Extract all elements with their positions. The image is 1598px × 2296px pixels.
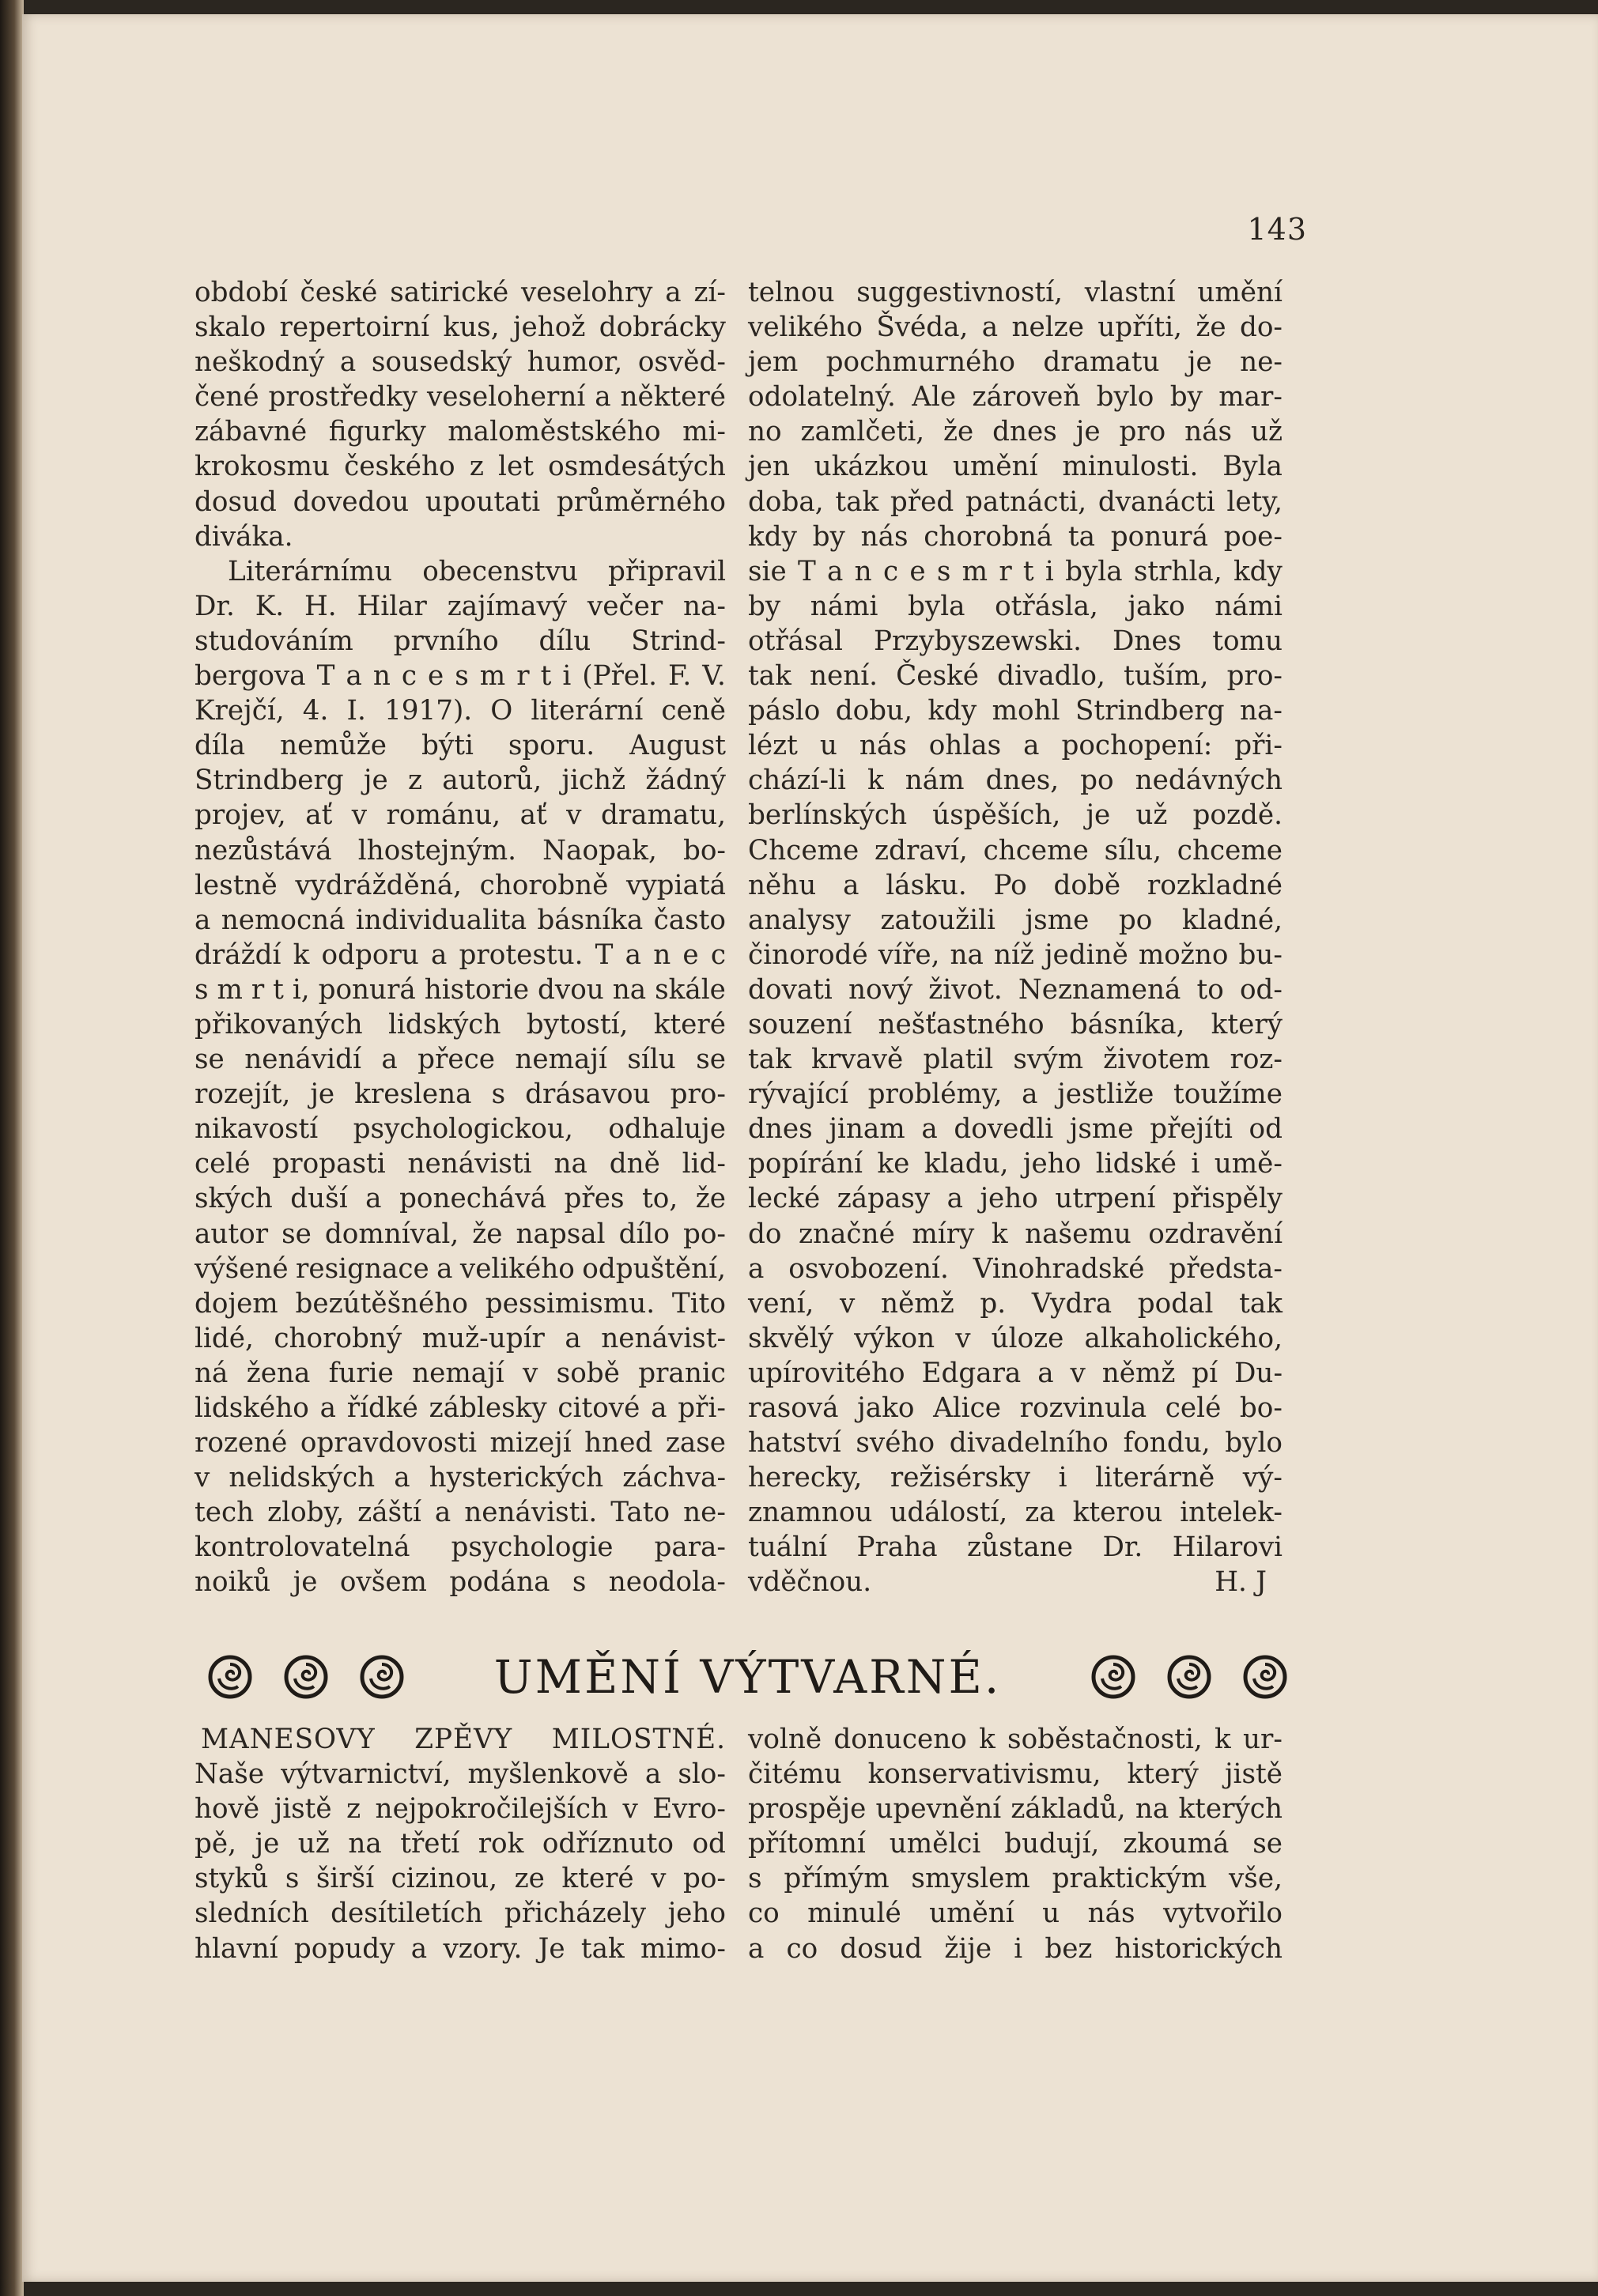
- text-line: vděčnou. H. J: [748, 1565, 1283, 1599]
- book-page: [22, 14, 1598, 2282]
- column-left-top: [195, 275, 726, 1600]
- text-line: berlínských úspěších, je už pozdě.: [748, 799, 1283, 832]
- text-line: Strindberg je z autorů, jichž žádný: [195, 765, 726, 797]
- text-line: výšené resignace a velikého odpuštění,: [195, 1252, 726, 1285]
- text-line: rozené opravdovosti mizejí hned zase: [195, 1427, 726, 1460]
- text-line: no zamlčeti, že dnes je pro nás už: [748, 416, 1283, 448]
- rose-ornament-icon: [1243, 1655, 1287, 1699]
- text-line: analysy zatoužili jsme po kladné,: [748, 904, 1283, 936]
- text-line: a co dosud žije i bez historických: [748, 1932, 1283, 1965]
- text-line: herecky, režisérsky i literárně vý-: [748, 1462, 1283, 1494]
- text-line: skvělý výkon v úloze alkaholického,: [748, 1322, 1283, 1354]
- text-line: popírání ke kladu, jeho lidské i umě-: [748, 1148, 1283, 1180]
- text-line: dovati nový život. Neznamená to od-: [748, 973, 1283, 1006]
- text-line: přítomní umělci budují, zkoumá se: [748, 1828, 1283, 1860]
- text-line: noiků je ovšem podána s neodola-: [195, 1566, 726, 1599]
- text-line: neškodný a sousedský humor, osvěd-: [195, 346, 726, 379]
- text-line: Chceme zdraví, chceme sílu, chceme: [748, 834, 1283, 867]
- text-line: sie T a n c e s m r t i byla strhla, kdy: [748, 555, 1283, 587]
- section-title: UMĚNÍ VÝTVARNÉ.: [493, 1650, 1002, 1704]
- text-line: prospěje upevnění základů, na kterých: [748, 1793, 1283, 1826]
- text-line: Literárnímu obecenstvu připravil: [228, 555, 726, 587]
- text-line: bergova T a n c e s m r t i (Přel. F. V.: [195, 660, 726, 693]
- text-line: jen ukázkou umění minulosti. Byla: [748, 451, 1283, 483]
- text-line: v nelidských a hysterických záchva-: [195, 1462, 726, 1494]
- text-line: tak není. České divadlo, tuším, pro-: [748, 660, 1283, 693]
- text-line: nezůstává lhostejným. Naopak, bo-: [195, 834, 726, 867]
- text-line: nikavostí psychologickou, odhaluje: [195, 1113, 726, 1146]
- text-line: dnes jinam a dovedli jsme přejíti od: [748, 1113, 1283, 1146]
- page-number: 143: [1247, 212, 1307, 247]
- text-line: hově jistě z nejpokročilejších v Evro-: [195, 1793, 726, 1826]
- text-line: jem pochmurného dramatu je ne-: [748, 346, 1283, 379]
- author-signature: H. J: [1215, 1566, 1267, 1599]
- text-line: celé propasti nenávisti na dně lid-: [195, 1148, 726, 1180]
- text-line: kdy by nás chorobná ta ponurá poe-: [748, 520, 1283, 553]
- text-line: projev, ať v románu, ať v dramatu,: [195, 799, 726, 832]
- section-heading: [208, 1649, 1287, 1705]
- text-line: a osvobození. Vinohradské předsta-: [748, 1252, 1283, 1285]
- ornament-group-right: [1091, 1655, 1287, 1699]
- text-line: rozejít, je kreslena s drásavou pro-: [195, 1078, 726, 1111]
- text-line: do značné míry k našemu ozdravění: [748, 1218, 1283, 1250]
- text-line: tech zloby, záští a nenávisti. Tato ne-: [195, 1497, 726, 1529]
- text-line: co minulé umění u nás vytvořilo: [748, 1898, 1283, 1930]
- text-line: autor se domníval, že napsal dílo po-: [195, 1218, 726, 1250]
- column-right-bottom: [748, 1722, 1283, 1966]
- text-line: krokosmu českého z let osmdesátých: [195, 451, 726, 483]
- text-line: se nenávidí a přece nemají sílu se: [195, 1044, 726, 1076]
- text-line: ských duší a ponechává přes to, že: [195, 1183, 726, 1215]
- text-line: hlavní popudy a vzory. Je tak mimo-: [195, 1932, 726, 1965]
- text-line: rývající problémy, a jestliže toužíme: [748, 1078, 1283, 1111]
- text-line: Naše výtvarnictví, myšlenkově a slo-: [195, 1758, 726, 1791]
- column-left-bottom: [195, 1722, 726, 1966]
- text-line: s přímým smyslem praktickým vše,: [748, 1863, 1283, 1895]
- text-line: styků s širší cizinou, ze které v po-: [195, 1863, 726, 1895]
- rose-ornament-icon: [360, 1655, 404, 1699]
- text-line: lecké zápasy a jeho utrpení přispěly: [748, 1183, 1283, 1215]
- text-line: díla nemůže býti sporu. August: [195, 730, 726, 762]
- text-line: čitému konservativismu, který jistě: [748, 1758, 1283, 1791]
- text-line: sledních desítiletích přicházely jeho: [195, 1898, 726, 1930]
- text-line: chází-li k nám dnes, po nedávných: [748, 765, 1283, 797]
- rose-ornament-icon: [284, 1655, 328, 1699]
- text-line: lestně vydrážděná, chorobně vypiatá: [195, 869, 726, 901]
- text-line: čené prostředky veseloherní a některé: [195, 381, 726, 414]
- rose-ornament-icon: [208, 1655, 252, 1699]
- text-line: Dr. K. H. Hilar zajímavý večer na-: [195, 590, 726, 622]
- text-line: telnou suggestivností, vlastní umění: [748, 277, 1283, 308]
- text-line: otřásal Przybyszewski. Dnes tomu: [748, 625, 1283, 657]
- rose-ornament-icon: [1091, 1655, 1135, 1699]
- text-line: upírovitého Edgara a v němž pí Du-: [748, 1357, 1283, 1389]
- text-line: dráždí k odporu a protestu. T a n e c: [195, 938, 726, 971]
- text-line: s m r t i, ponurá historie dvou na skále: [195, 973, 726, 1006]
- column-right-top: [748, 275, 1283, 1600]
- text-line: volně donuceno k soběstačnosti, k ur-: [748, 1724, 1283, 1755]
- text-line: by námi byla otřásla, jako námi: [748, 590, 1283, 622]
- text-line: a nemocná individualita básníka často: [195, 904, 726, 936]
- text-line: odolatelný. Ale zároveň bylo by mar-: [748, 381, 1283, 414]
- text-line: přikovaných lidských bytostí, které: [195, 1008, 726, 1040]
- rose-ornament-icon: [1167, 1655, 1211, 1699]
- text-line: lidského a řídké záblesky citové a při-: [195, 1392, 726, 1424]
- text-line: MANESOVY ZPĚVY MILOSTNÉ.: [201, 1724, 726, 1755]
- text-line: lidé, chorobný muž-upír a nenávist-: [195, 1322, 726, 1354]
- ornament-group-left: [208, 1655, 404, 1699]
- text-line: souzení nešťastného básníka, který: [748, 1008, 1283, 1040]
- text-line: zábavné figurky maloměstského mi-: [195, 416, 726, 448]
- text-line: diváka.: [195, 520, 293, 553]
- text-line: rasová jako Alice rozvinula celé bo-: [748, 1392, 1283, 1424]
- text-line: dojem bezútěšného pessimismu. Tito: [195, 1287, 726, 1320]
- text-line: ná žena furie nemají v sobě pranic: [195, 1357, 726, 1389]
- text-line: hatství svého divadelního fondu, bylo: [748, 1427, 1283, 1460]
- text-line: lézt u nás ohlas a pochopení: při-: [748, 730, 1283, 762]
- text-line: znamnou událostí, za kterou intelek-: [748, 1497, 1283, 1529]
- text-line: skalo repertoirní kus, jehož dobrácky: [195, 312, 726, 344]
- text-line: velikého Švéda, a nelze upříti, že do-: [748, 312, 1283, 344]
- text-line: páslo dobu, kdy mohl Strindberg na-: [748, 695, 1283, 727]
- text-line: tuální Praha zůstane Dr. Hilarovi: [748, 1531, 1283, 1564]
- text-line: pě, je už na třetí rok odříznuto od: [195, 1828, 726, 1860]
- scan-binding-edge: [0, 0, 24, 2296]
- text-line: vení, v němž p. Vydra podal tak: [748, 1287, 1283, 1320]
- text-line: Krejčí, 4. I. 1917). O literární ceně: [195, 695, 726, 727]
- text-line: činorodé víře, na níž jedině možno bu-: [748, 938, 1283, 971]
- text-line: doba, tak před patnácti, dvanácti lety,: [748, 485, 1283, 518]
- text-line: období české satirické veselohry a zí-: [195, 277, 726, 308]
- text-line: kontrolovatelná psychologie para-: [195, 1531, 726, 1564]
- text-line: dosud dovedou upoutati průměrného: [195, 485, 726, 518]
- text-line: něhu a lásku. Po době rozkladné: [748, 869, 1283, 901]
- text-line: studováním prvního dílu Strind-: [195, 625, 726, 657]
- text-line: tak krvavě platil svým životem roz-: [748, 1044, 1283, 1076]
